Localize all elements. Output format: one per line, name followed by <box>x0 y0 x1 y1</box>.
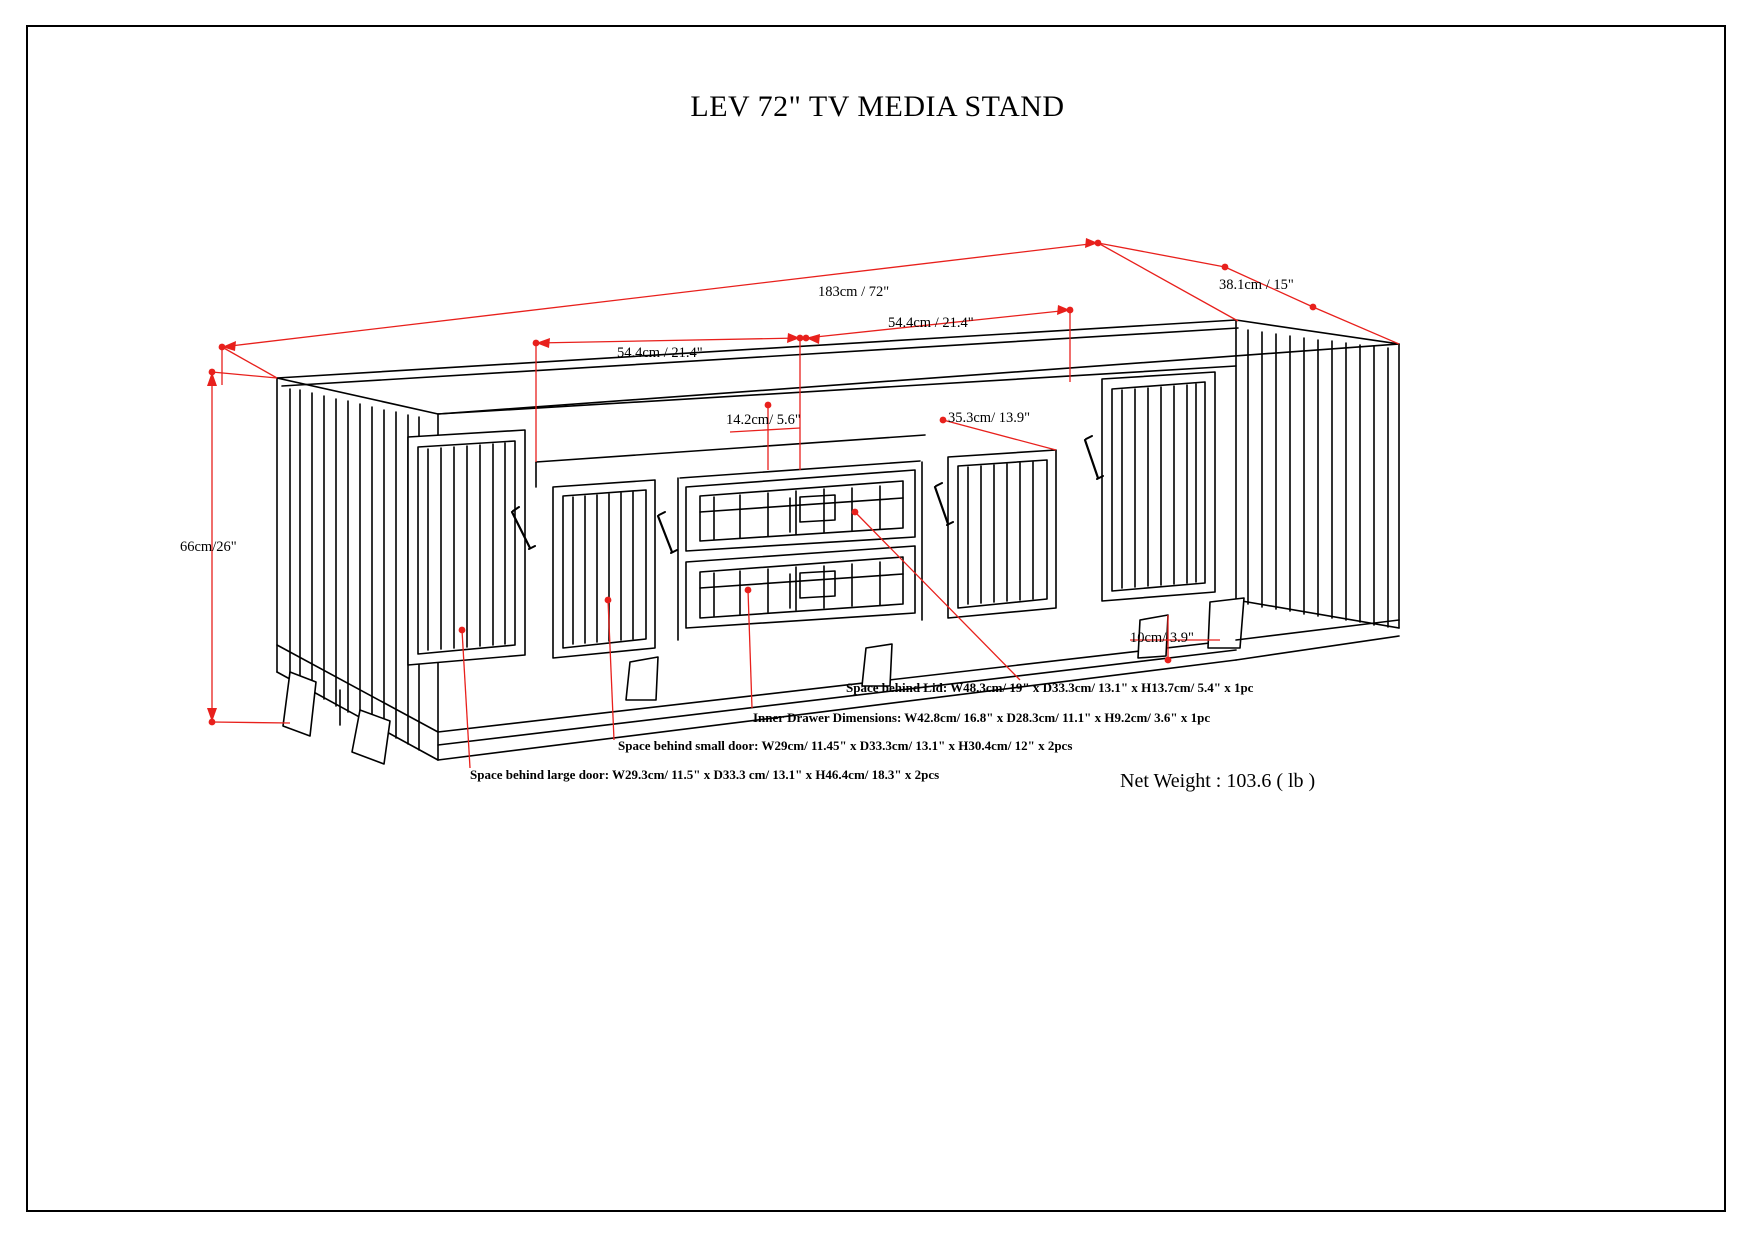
dimension-shelf-height: 14.2cm/ 5.6" <box>726 412 801 428</box>
callout-inner-drawer: Inner Drawer Dimensions: W42.8cm/ 16.8" x D28.3cm/ 11.1" x H9.2cm/ 3.6" x 1pc <box>753 710 1211 725</box>
dimension-center-section-width: 35.3cm/ 13.9" <box>948 410 1031 426</box>
dimension-overall-height: 66cm/26" <box>180 539 237 555</box>
dimension-overall-width: 183cm / 72" <box>818 284 890 300</box>
dimension-upper-shelf-right-width: 54.4cm / 21.4" <box>888 315 974 331</box>
page-title: LEV 72" TV MEDIA STAND <box>690 90 1065 123</box>
dimension-leg-height: 10cm/ 3.9" <box>1130 630 1194 646</box>
net-weight-label: Net Weight : 103.6 ( lb ) <box>1120 770 1316 792</box>
dimension-upper-shelf-left-width: 54.4cm / 21.4" <box>617 345 703 361</box>
callout-space-behind-small-door: Space behind small door: W29cm/ 11.45" x D33.3cm/ 13.1" x H30.4cm/ 12" x 2pcs <box>618 738 1073 753</box>
dimension-overall-depth: 38.1cm / 15" <box>1219 277 1294 293</box>
callout-space-behind-large-door: Space behind large door: W29.3cm/ 11.5" x D33.3 cm/ 13.1" x H46.4cm/ 18.3" x 2pcs <box>470 767 940 782</box>
callout-space-behind-lid: Space behind Lid: W48.3cm/ 19" x D33.3cm/ 13.1" x H13.7cm/ 5.4" x 1pc <box>846 680 1254 695</box>
